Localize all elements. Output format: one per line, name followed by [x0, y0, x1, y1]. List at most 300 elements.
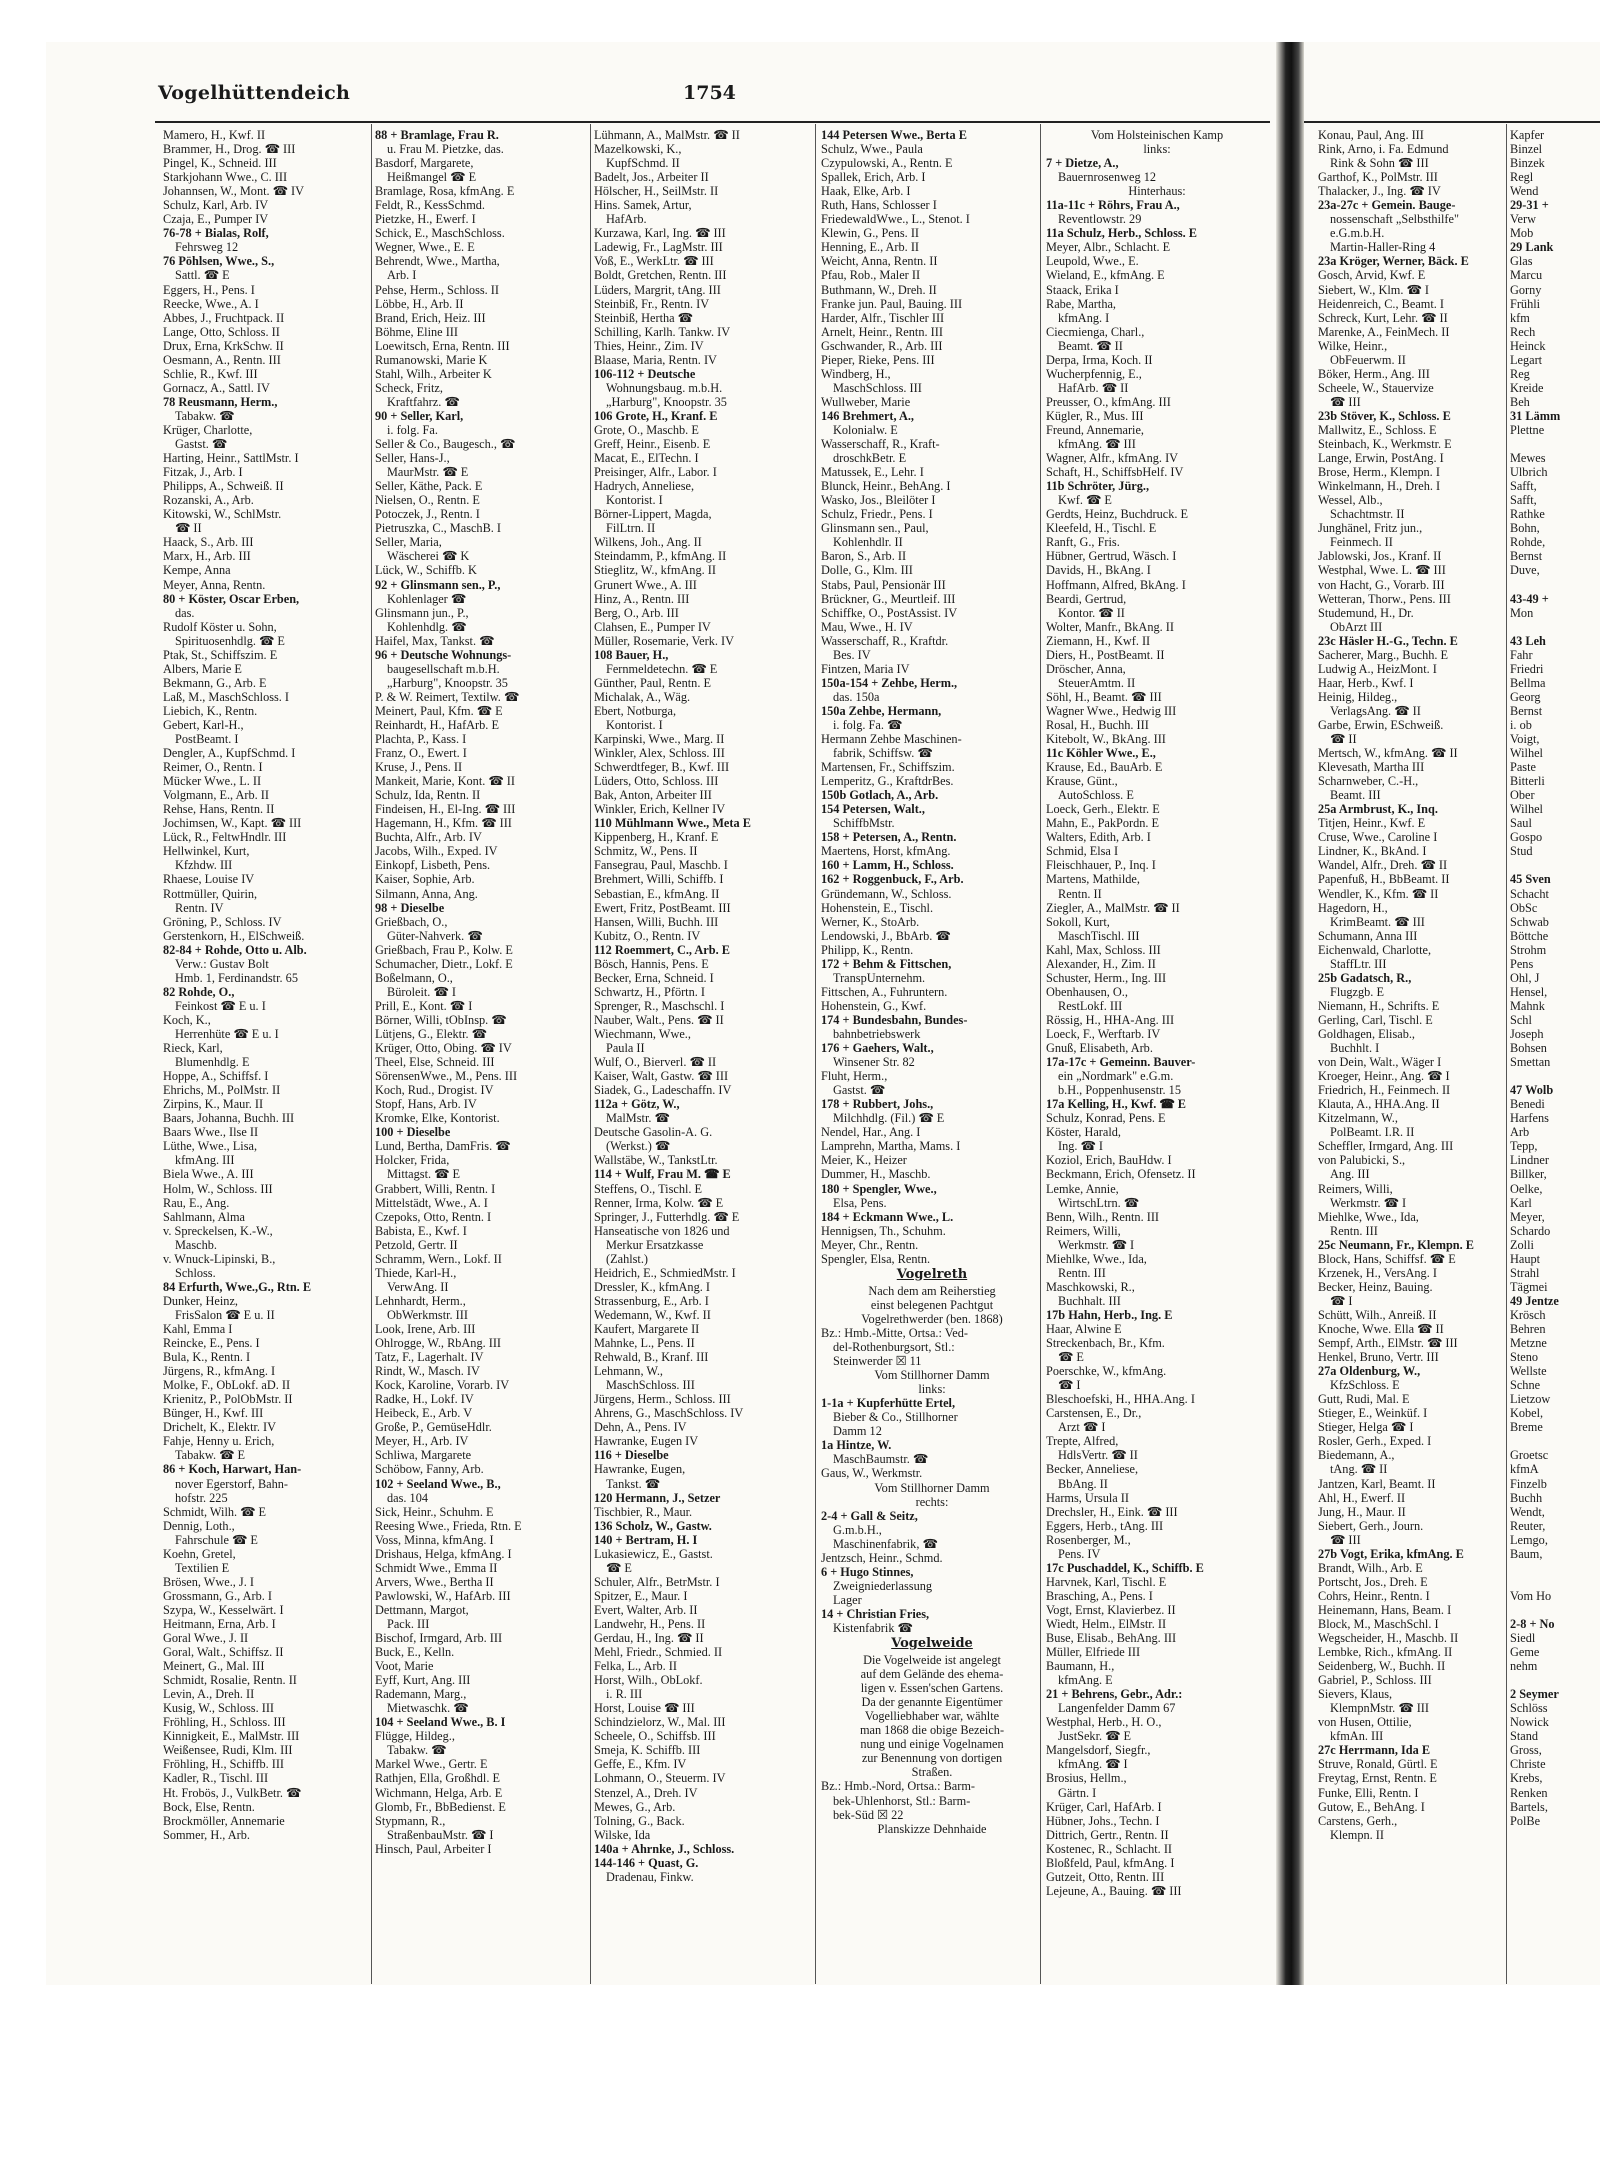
- house-number-entry: 140a + Ahrnke, J., Schloss.: [594, 1841, 735, 1856]
- directory-entry-line: Behren: [1510, 1321, 1546, 1336]
- directory-entry-line: Metzne: [1510, 1336, 1547, 1351]
- directory-entry-line: MaschSchloss. III: [606, 1378, 695, 1393]
- house-number-entry: 27b Vogt, Erika, kfmAng. E: [1318, 1546, 1464, 1561]
- directory-entry-line: Pens. IV: [1058, 1546, 1101, 1561]
- directory-entry-line: Müller, Elfriede III: [1046, 1645, 1141, 1660]
- directory-entry-line: Ober: [1510, 788, 1535, 803]
- directory-entry-line: Gründemann, W., Schloss.: [821, 886, 952, 901]
- directory-entry-line: Schaft, H., SchiffsbHelf. IV: [1046, 465, 1184, 480]
- directory-entry-line: Krüger, Otto, Obing. ☎ IV: [375, 1041, 512, 1056]
- directory-entry-line: Schmitz, W., Pens. II: [594, 844, 698, 859]
- directory-entry-line: Einkopf, Lisbeth, Pens.: [375, 858, 491, 873]
- directory-entry-line: Brehmert, Willi, Schiffb. I: [594, 872, 724, 887]
- directory-entry-line: Fahje, Henny u. Erich,: [163, 1434, 275, 1449]
- directory-entry-line: Studemund, H., Dr.: [1318, 605, 1414, 620]
- directory-entry-line: i. R. III: [606, 1687, 643, 1702]
- directory-entry-line: Hagedorn, H.,: [1318, 900, 1388, 915]
- directory-entry-line: [1510, 1434, 1600, 1448]
- directory-entry-line: Plachta, P., Kass. I: [375, 732, 467, 747]
- directory-entry-line: ☎ I: [1058, 1378, 1081, 1393]
- directory-entry-line: Ranft, G., Fris.: [1046, 535, 1120, 550]
- directory-entry-line: Lager: [833, 1592, 862, 1607]
- directory-entry-line: Meyer, H., Arb. IV: [375, 1434, 469, 1449]
- directory-entry-line: Bula, K., Rentn. I: [163, 1350, 251, 1365]
- section-note-line: man 1868 die obige Bezeich-: [859, 1723, 1005, 1738]
- house-number-entry: 144-146 + Quast, G.: [594, 1855, 699, 1870]
- directory-entry-line: Jürgens, Herm., Schloss. III: [594, 1392, 731, 1407]
- directory-entry-line: Rathjen, Ella, Großhdl. E: [375, 1771, 500, 1786]
- directory-entry-line: Babista, E., Kwf. I: [375, 1223, 467, 1238]
- directory-entry-line: Loewitsch, Erna, Rentn. III: [375, 338, 510, 353]
- directory-entry-line: Czypulowski, A., Rentn. E: [821, 156, 953, 171]
- directory-entry-line: Gebert, Karl-H.,: [163, 717, 244, 732]
- directory-entry-line: [1510, 437, 1600, 451]
- directory-entry-line: Pieper, Rieke, Pens. III: [821, 352, 935, 367]
- house-number-entry: 92 + Glinsmann sen., P.,: [375, 577, 501, 592]
- directory-entry-line: Nendel, Har., Ang. I: [821, 1125, 921, 1140]
- directory-entry-line: Schmidt, Rosalie, Rentn. II: [163, 1673, 297, 1688]
- section-note-line: links:: [1143, 142, 1171, 157]
- directory-entry-line: Theel, Else, Schneid. III: [375, 1055, 495, 1070]
- directory-entry-line: Hoffmann, Alfred, BkAng. I: [1046, 577, 1186, 592]
- directory-entry-line: Walters, Edith, Arb. I: [1046, 830, 1151, 845]
- directory-entry-line: Silmann, Anna, Ang.: [375, 886, 478, 901]
- directory-entry-line: Drechsler, H., Eink. ☎ III: [1046, 1504, 1178, 1519]
- directory-entry-line: Dittrich, Gertr., Rentn. II: [1046, 1827, 1169, 1842]
- directory-entry-line: Gutow, E., BehAng. I: [1318, 1799, 1425, 1814]
- column-divider: [815, 124, 816, 1984]
- directory-entry-line: Harder, Alfr., Tischler III: [821, 310, 945, 325]
- directory-entry-line: Rehse, Hans, Rentn. II: [163, 802, 275, 817]
- directory-entry-line: Brückner, G., Meurtleif. III: [821, 591, 956, 606]
- directory-entry-line: Berg, O., Arb. III: [594, 605, 679, 620]
- house-number-entry: 1a Hintze, W.: [821, 1438, 892, 1453]
- column-4: [821, 128, 1043, 1836]
- directory-entry-line: Look, Irene, Arb. III: [375, 1321, 476, 1336]
- directory-entry-line: Bes. IV: [833, 647, 871, 662]
- directory-entry-line: Söhl, H., Beamt. ☎ III: [1046, 689, 1162, 704]
- directory-entry-line: Kahl, Max, Schloss. III: [1046, 942, 1161, 957]
- directory-entry-line: FilLtrn. II: [606, 521, 656, 536]
- column-divider: [1506, 124, 1507, 1984]
- directory-entry-line: Stand: [1510, 1729, 1539, 1744]
- directory-entry-line: Arb: [1510, 1125, 1530, 1140]
- directory-entry-line: Löbbe, H., Arb. II: [375, 296, 464, 311]
- directory-entry-line: Regl: [1510, 170, 1534, 185]
- directory-entry-line: Pietzke, H., Ewerf. I: [375, 212, 476, 227]
- directory-entry-line: Flügge, Hildeg.,: [375, 1729, 455, 1744]
- directory-entry-line: Lüders, Otto, Schloss. III: [594, 774, 719, 789]
- directory-entry-line: FriedewaldWwe., L., Stenot. I: [821, 212, 970, 227]
- directory-entry-line: bahnbetriebswerk: [833, 1027, 921, 1041]
- directory-entry-line: Eyff, Kurt, Ang. III: [375, 1673, 471, 1688]
- directory-entry-line: Fittschen, A., Fuhruntern.: [821, 984, 948, 999]
- page-header: [0, 82, 1270, 108]
- directory-entry-line: Fansegrau, Paul, Maschb. I: [594, 858, 728, 873]
- directory-entry-line: Brand, Erich, Heiz. III: [375, 310, 486, 325]
- directory-entry-line: Meyer,: [1510, 1209, 1545, 1224]
- directory-entry-line: Streckenbach, Br., Kfm.: [1046, 1336, 1165, 1351]
- directory-entry-line: Wilhel: [1510, 802, 1543, 817]
- directory-entry-line: Wilhel: [1510, 746, 1543, 761]
- directory-entry-line: [1510, 578, 1600, 592]
- directory-entry-line: Marx, H., Arb. III: [163, 549, 251, 564]
- directory-entry-line: Kontorist. I: [606, 717, 663, 732]
- house-number-entry: 49 Jentze: [1510, 1293, 1559, 1308]
- directory-entry-line: Stieglitz, W., kfmAng. II: [594, 563, 716, 578]
- directory-entry-line: HdlsVertr. ☎ II: [1058, 1448, 1138, 1463]
- directory-entry-line: Biela Wwe., A. III: [163, 1167, 254, 1182]
- directory-entry-line: Rosenberger, M.,: [1046, 1532, 1131, 1547]
- directory-entry-line: Brammer, H., Drog. ☎ III: [163, 142, 296, 157]
- directory-entry-line: Wucherpfennig, E.,: [1046, 366, 1142, 381]
- directory-entry-line: Büroleit. ☎ I: [387, 984, 456, 999]
- directory-entry-line: Philipp, K., Rentn.: [821, 942, 914, 957]
- directory-entry-line: Voss, Minna, kfmAng. I: [375, 1532, 494, 1547]
- directory-entry-line: Ziegler, A., MalMstr. ☎ II: [1046, 900, 1180, 915]
- house-number-entry: 84 Erfurth, Wwe.,G., Rtn. E: [163, 1279, 312, 1294]
- directory-entry-line: Klewin, G., Pens. II: [821, 226, 920, 241]
- directory-entry-line: Beardi, Gertrud,: [1046, 591, 1127, 606]
- directory-entry-line: Börner-Lippert, Magda,: [594, 507, 712, 522]
- directory-entry-line: Koehn, Gretel,: [163, 1546, 236, 1561]
- directory-entry-line: Friedri: [1510, 661, 1544, 676]
- directory-entry-line: Pfau, Rob., Maler II: [821, 268, 921, 283]
- directory-entry-line: Buchh: [1510, 1490, 1543, 1505]
- directory-entry-line: Dunker, Heinz,: [163, 1293, 238, 1308]
- directory-entry-line: Martensen, Fr., Schiffszim.: [821, 760, 955, 775]
- directory-entry-line: Mon: [1510, 605, 1534, 620]
- directory-entry-line: Bünger, H., Kwf. III: [163, 1406, 264, 1421]
- directory-entry-line: Ohl, J: [1510, 970, 1540, 985]
- directory-entry-line: KlempnMstr. ☎ III: [1330, 1701, 1429, 1716]
- directory-entry-line: Maschb.: [175, 1237, 218, 1252]
- directory-entry-line: Bak, Anton, Arbeiter III: [594, 788, 712, 803]
- directory-entry-line: ein „Nordmark" e.G.m.: [1058, 1069, 1174, 1084]
- directory-entry-line: Lehnhardt, Herm.,: [375, 1293, 466, 1308]
- directory-entry-line: Wegscheider, H., Maschb. II: [1318, 1631, 1459, 1646]
- directory-entry-line: Buthmann, W., Dreh. II: [821, 282, 937, 297]
- directory-entry-line: Scheffler, Irmgard, Ang. III: [1318, 1139, 1454, 1154]
- directory-entry-line: Schwerdtfeger, B., Kwf. III: [594, 760, 730, 775]
- house-number-entry: 7 + Dietze, A.,: [1046, 156, 1119, 171]
- directory-entry-line: Carstensen, E., Dr.,: [1046, 1406, 1142, 1421]
- house-number-entry: 82 Rohde, O.,: [163, 984, 235, 999]
- directory-entry-line: Tabakw. ☎: [175, 408, 235, 423]
- directory-entry-line: Radke, H., Lokf. IV: [375, 1392, 474, 1407]
- directory-entry-line: Jantzen, Karl, Beamt. II: [1318, 1476, 1436, 1491]
- directory-entry-line: ObFeuerwm. II: [1330, 352, 1406, 367]
- directory-entry-line: Dummer, H., Maschb.: [821, 1167, 931, 1182]
- section-note-line: ligen v. Essen'schen Gartens.: [860, 1681, 1004, 1696]
- directory-entry-line: Czaja, E., Pumper IV: [163, 212, 269, 227]
- directory-entry-line: Spitzer, E., Maur. I: [594, 1588, 688, 1603]
- directory-entry-line: Horst, Wilh., ObLokf.: [594, 1673, 703, 1688]
- directory-entry-line: kfmAng. E: [1058, 1673, 1113, 1688]
- directory-entry-line: Meier, K., Heizer: [821, 1153, 907, 1168]
- directory-entry-line: JustSekr. ☎ E: [1058, 1729, 1132, 1744]
- directory-entry-line: v. Spreckelsen, K.-W.,: [163, 1223, 273, 1238]
- directory-entry-line: Wieland, E., kfmAng. E: [1046, 268, 1165, 283]
- directory-entry-line: MaurMstr. ☎ E: [387, 465, 469, 480]
- directory-entry-line: TranspUnternehm.: [833, 970, 926, 985]
- directory-entry-line: b.H., Poppenhusenstr. 15: [1058, 1083, 1181, 1098]
- directory-entry-line: Kaufert, Margarete II: [594, 1321, 700, 1336]
- directory-entry-line: Koch, Rud., Drogist. IV: [375, 1083, 494, 1098]
- directory-entry-line: Bramlage, Rosa, kfmAng. E: [375, 184, 515, 199]
- directory-entry-line: Karpinski, Wwe., Marg. II: [594, 732, 725, 747]
- directory-entry-line: SörensenWwe., M., Pens. III: [375, 1069, 518, 1084]
- house-number-entry: 176 + Gaehers, Walt.,: [821, 1041, 934, 1056]
- directory-entry-line: Buck, E., Kelln.: [375, 1645, 455, 1660]
- directory-entry-line: Thalacker, J., Ing. ☎ IV: [1318, 184, 1441, 199]
- directory-entry-line: i. folg. Fa. ☎: [833, 717, 903, 732]
- directory-entry-line: Gastst. ☎: [175, 437, 228, 452]
- directory-entry-line: Smeja, K. Schiffb. III: [594, 1743, 701, 1758]
- directory-entry-line: Steinbach, K., Werkmstr. E: [1318, 437, 1452, 452]
- directory-entry-line: Lüthe, Wwe., Lisa,: [163, 1139, 258, 1154]
- directory-entry-line: FrisSalon ☎ E u. II: [175, 1307, 275, 1322]
- directory-entry-line: Behrendt, Wwe., Martha,: [375, 254, 500, 269]
- directory-entry-line: KrimBeamt. ☎ III: [1330, 914, 1425, 929]
- directory-entry-line: Kontor. ☎ II: [1058, 605, 1125, 620]
- directory-entry-line: Klauta, A., HHA.Ang. II: [1318, 1097, 1440, 1112]
- directory-entry-line: Winkler, Alex, Schloss. III: [594, 746, 725, 761]
- directory-entry-line: Reg: [1510, 366, 1530, 381]
- directory-entry-line: Schloss.: [175, 1265, 216, 1280]
- directory-entry-line: Kügler, R., Mus. III: [1046, 408, 1144, 423]
- column-5: [1046, 128, 1268, 1898]
- directory-entry-line: Bleschoefski, H., HHA.Ang. I: [1046, 1392, 1195, 1407]
- directory-entry-line: Maschkowski, R.,: [1046, 1279, 1135, 1294]
- directory-entry-line: Werner, K., StoArb.: [821, 914, 920, 929]
- directory-entry-line: Langenfelder Damm 67: [1058, 1701, 1176, 1716]
- directory-entry-line: Rabe, Martha,: [1046, 296, 1116, 311]
- directory-entry-line: Eichenwald, Charlotte,: [1318, 942, 1432, 957]
- directory-entry-line: Stieger, Helga ☎ I: [1318, 1420, 1414, 1435]
- directory-entry-line: Wagner Wwe., Hedwig III: [1046, 703, 1177, 718]
- directory-entry-line: Nielsen, O., Rentn. E: [375, 493, 480, 508]
- directory-entry-line: fabrik, Schiffsw. ☎: [833, 746, 933, 761]
- directory-entry-line: Papenfuß, H., BbBeamt. II: [1318, 872, 1450, 887]
- directory-entry-line: Jablowski, Jos., Kranf. II: [1318, 549, 1442, 564]
- directory-entry-line: Bekmann, G., Arb. E: [163, 675, 267, 690]
- directory-entry-line: Lembke, Rich., kfmAng. II: [1318, 1645, 1453, 1660]
- directory-entry-line: Bz.: Hmb.-Nord, Ortsa.: Barm-: [821, 1779, 976, 1794]
- house-number-entry: 25b Gadatsch, R.,: [1318, 970, 1412, 985]
- directory-entry-line: Lamprehn, Martha, Mams. I: [821, 1139, 961, 1154]
- directory-entry-line: Buse, Elisab., BehAng. III: [1046, 1631, 1177, 1646]
- directory-entry-line: Sokoll, Kurt,: [1046, 914, 1110, 929]
- directory-entry-line: Schne: [1510, 1378, 1541, 1393]
- directory-entry-line: Diers, H., PostBeamt. II: [1046, 647, 1165, 662]
- house-number-entry: 160 + Lamm, H., Schloss.: [821, 858, 954, 873]
- directory-entry-line: Klevesath, Martha III: [1318, 760, 1425, 775]
- directory-entry-line: ObSc: [1510, 900, 1538, 915]
- directory-entry-line: Rumanowski, Marie K: [375, 352, 488, 367]
- directory-entry-line: Mewes: [1510, 451, 1546, 466]
- house-number-entry: 11b Schröter, Jürg.,: [1046, 479, 1150, 494]
- directory-entry-line: hofstr. 225: [175, 1490, 228, 1505]
- directory-entry-line: Binzek: [1510, 156, 1545, 171]
- directory-entry-line: [1510, 1561, 1600, 1575]
- directory-entry-line: Lund, Bertha, DamFris. ☎: [375, 1139, 511, 1154]
- directory-entry-line: Mittagst. ☎ E: [387, 1167, 461, 1182]
- directory-entry-line: Köster, Harald,: [1046, 1125, 1121, 1140]
- directory-entry-line: Funke, Elli, Rentn. I: [1318, 1785, 1419, 1800]
- directory-entry-line: Haar, Herb., Kwf. I: [1318, 675, 1414, 690]
- directory-entry-line: Schick, E., MaschSchloss.: [375, 226, 505, 241]
- directory-entry-line: Thiede, Karl-H.,: [375, 1265, 457, 1280]
- directory-entry-line: Tepp,: [1510, 1139, 1538, 1154]
- house-number-entry: 76-78 + Bialas, Rolf,: [163, 226, 269, 241]
- directory-entry-line: AutoSchloss. E: [1058, 788, 1134, 803]
- directory-entry-line: Rosler, Gerh., Exped. I: [1318, 1434, 1432, 1449]
- directory-entry-line: Wellste: [1510, 1364, 1547, 1379]
- directory-entry-line: Ziemann, H., Kwf. II: [1046, 633, 1151, 648]
- directory-entry-line: Beh: [1510, 394, 1530, 409]
- directory-entry-line: Baars Wwe., Ilse II: [163, 1125, 259, 1140]
- directory-entry-line: Jacobs, Wilh., Exped. IV: [375, 844, 498, 859]
- section-note-line: Vom Stillhorner Damm: [874, 1480, 990, 1495]
- directory-entry-line: Kaiser, Sophie, Arb.: [375, 872, 475, 887]
- directory-entry-line: Pingel, K., Schneid. III: [163, 156, 277, 171]
- directory-entry-line: Hawranke, Eugen,: [594, 1462, 686, 1477]
- directory-entry-line: bek-Süd ☒ 22: [833, 1807, 904, 1822]
- directory-entry-line: Stieger, E., Weinküf. I: [1318, 1406, 1428, 1421]
- directory-entry-line: Harms, Ursula II: [1046, 1490, 1129, 1505]
- directory-entry-line: Drishaus, Helga, kfmAng. I: [375, 1546, 512, 1561]
- directory-entry-line: Springer, J., Futterhdlg. ☎ E: [594, 1209, 740, 1224]
- directory-entry-line: Krebs,: [1510, 1771, 1543, 1786]
- directory-entry-line: MaschTischl. III: [1058, 928, 1140, 943]
- directory-entry-line: Merkur Ersatzkasse: [606, 1237, 704, 1252]
- directory-entry-line: Bartels,: [1510, 1799, 1548, 1814]
- directory-entry-line: Lohmann, O., Steuerm. IV: [594, 1771, 726, 1786]
- directory-entry-line: Rathke: [1510, 507, 1545, 522]
- directory-entry-line: Ludwig A., HeizMont. I: [1318, 661, 1437, 676]
- directory-entry-line: Tankst. ☎: [606, 1476, 661, 1491]
- directory-entry-line: Maertens, Horst, kfmAng.: [821, 844, 951, 859]
- directory-entry-line: Stabs, Paul, Pensionär III: [821, 577, 946, 592]
- house-number-entry: 154 Petersen, Walt.,: [821, 802, 925, 817]
- house-number-entry: 1-1a + Kupferhütte Ertel,: [821, 1396, 956, 1411]
- directory-entry-line: Glinsmann sen., Paul,: [821, 521, 929, 536]
- directory-entry-line: Jentzsch, Heinr., Schmd.: [821, 1550, 943, 1565]
- directory-entry-line: Fröhling, H., Schiffb. III: [163, 1757, 285, 1772]
- directory-entry-line: Felka, L., Arb. II: [594, 1659, 677, 1674]
- directory-entry-line: Derpa, Irma, Koch. II: [1046, 352, 1153, 367]
- directory-entry-line: Sick, Heinr., Schuhm. E: [375, 1504, 494, 1519]
- directory-entry-line: Hübner, Gertrud, Wäsch. I: [1046, 549, 1177, 564]
- directory-entry-line: Kwf. ☎ E: [1058, 493, 1112, 508]
- house-number-entry: 88 + Bramlage, Frau R.: [375, 128, 499, 142]
- directory-entry-line: Mewes, G., Arb.: [594, 1799, 676, 1814]
- directory-entry-line: baugesellschaft m.b.H.: [387, 661, 500, 676]
- directory-entry-line: P. & W. Reimert, Textilw. ☎: [375, 689, 520, 704]
- directory-entry-line: Kfzhdw. III: [175, 858, 233, 873]
- house-number-entry: 43 Leh: [1510, 633, 1546, 648]
- directory-entry-line: Windberg, H.,: [821, 366, 891, 381]
- directory-entry-line: Greff, Heinr., Eisenb. E: [594, 437, 711, 452]
- directory-entry-line: MaschBaumstr. ☎: [833, 1452, 929, 1467]
- directory-entry-line: Leupold, Wwe., E.: [1046, 254, 1139, 269]
- directory-entry-line: Wasserschaff, R., Kraftdr.: [821, 633, 949, 648]
- directory-entry-line: Paula II: [606, 1041, 645, 1056]
- directory-entry-line: Meyer, Anna, Rentn.: [163, 577, 266, 592]
- directory-entry-line: Verw: [1510, 212, 1536, 227]
- house-number-entry: 76 Pöhlsen, Wwe., S.,: [163, 254, 275, 269]
- directory-entry-line: Hanseatische von 1826 und: [594, 1223, 730, 1238]
- directory-entry-line: Dengler, A., KupfSchmd. I: [163, 746, 296, 761]
- directory-entry-line: Smettan: [1510, 1055, 1551, 1070]
- directory-entry-line: Rentn. IV: [175, 900, 224, 915]
- directory-entry-line: Carstens, Gerh.,: [1318, 1813, 1398, 1828]
- directory-entry-line: Rozanski, A., Arb.: [163, 493, 254, 508]
- directory-entry-line: Schöbow, Fanny, Arb.: [375, 1462, 484, 1477]
- directory-entry-line: Johannsen, W., Mont. ☎ IV: [163, 184, 305, 199]
- directory-entry-line: Martens, Mathilde,: [1046, 872, 1140, 887]
- directory-entry-line: Binzel: [1510, 142, 1543, 157]
- directory-entry-line: Harfens: [1510, 1111, 1549, 1126]
- directory-entry-line: Schmid, Elsa I: [1046, 844, 1119, 859]
- directory-entry-line: Schulz, Karl, Arb. IV: [163, 198, 269, 213]
- directory-entry-line: MalMstr. ☎: [606, 1111, 670, 1126]
- section-note-line: zur Benennung von dortigen: [861, 1751, 1003, 1766]
- directory-entry-line: Sievers, Klaus,: [1318, 1687, 1393, 1702]
- directory-entry-line: Beamt. III: [1330, 788, 1381, 803]
- directory-entry-line: Zolli: [1510, 1237, 1534, 1252]
- directory-entry-line: Schindzielorz, W., Mal. III: [594, 1715, 726, 1730]
- directory-entry-line: Feldt, R., KessSchmd.: [375, 198, 485, 213]
- directory-entry-line: (Werkst.) ☎: [606, 1139, 671, 1154]
- directory-entry-line: Böttche: [1510, 928, 1549, 943]
- directory-entry-line: Oelke,: [1510, 1181, 1543, 1196]
- house-number-entry: 78 Reusmann, Herm.,: [163, 394, 278, 409]
- directory-entry-line: Lendowski, J., BbArb. ☎: [821, 928, 951, 943]
- directory-entry-line: Wessel, Alb.,: [1318, 493, 1383, 508]
- directory-entry-line: Mehl, Friedr., Schmied. II: [594, 1645, 723, 1660]
- directory-entry-line: Preisinger, Alfr., Labor. I: [594, 465, 717, 480]
- directory-entry-line: Lühmann, A., MalMstr. ☎ II: [594, 128, 740, 142]
- directory-entry-line: Ahrens, G., MaschSchloss. IV: [594, 1406, 744, 1421]
- directory-entry-line: Starkjohann Wwe., C. III: [163, 170, 288, 185]
- directory-entry-line: Oesmann, A., Rentn. III: [163, 352, 281, 367]
- directory-entry-line: e.G.m.b.H.: [1330, 226, 1385, 241]
- directory-entry-line: Volgmann, E., Arb. II: [163, 788, 269, 803]
- directory-entry-line: Krüger, Charlotte,: [163, 422, 253, 437]
- directory-entry-line: v. Wnuck-Lipinski, B.,: [163, 1251, 276, 1266]
- directory-entry-line: Freytag, Ernst, Rentn. E: [1318, 1771, 1437, 1786]
- directory-entry-line: Grießbach, Frau P., Kolw. E: [375, 942, 513, 957]
- directory-entry-line: Kohlenhdlg. ☎: [387, 619, 467, 634]
- house-number-entry: 27a Oldenburg, W.,: [1318, 1364, 1421, 1379]
- directory-entry-line: [1510, 1575, 1600, 1589]
- directory-entry-line: Glinsmann jun., P.,: [375, 605, 469, 620]
- house-number-entry: 17a Kelling, H., Kwf. ☎ E: [1046, 1097, 1186, 1112]
- directory-entry-line: Dettmann, Margot,: [375, 1602, 469, 1617]
- directory-entry-line: Kubitz, O., Rentn. IV: [594, 928, 701, 943]
- directory-entry-line: Krause, Ed., BauArb. E: [1046, 760, 1163, 775]
- directory-entry-line: Legart: [1510, 352, 1543, 367]
- directory-entry-line: Fernmeldetechn. ☎ E: [606, 661, 718, 676]
- directory-entry-line: Bohsen: [1510, 1041, 1547, 1056]
- directory-entry-line: Beamt. ☎ II: [1058, 338, 1123, 353]
- house-number-entry: 172 + Behm & Fittschen,: [821, 956, 952, 971]
- directory-entry-line: Hinz, A., Rentn. III: [594, 591, 690, 606]
- directory-entry-line: Dröscher, Anna,: [1046, 661, 1126, 676]
- directory-entry-line: Becker, Heinz, Bauing.: [1318, 1279, 1433, 1294]
